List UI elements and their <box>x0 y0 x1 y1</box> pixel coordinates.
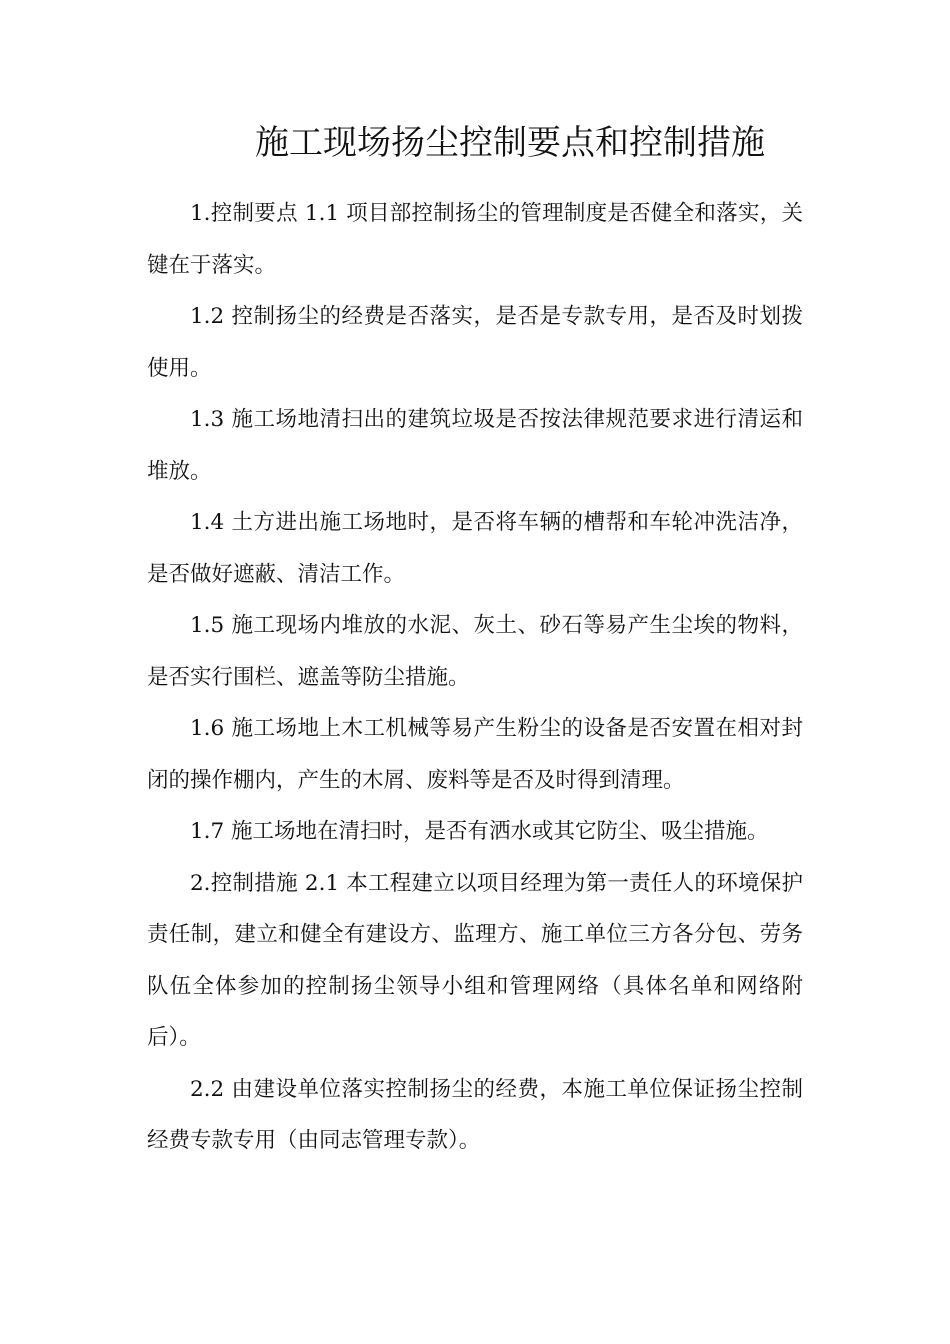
paragraph-1-2: 1.2 控制扬尘的经费是否落实，是否是专款专用，是否及时划拨使用。 <box>147 304 803 381</box>
paragraph-1-7: 1.7 施工场地在清扫时，是否有洒水或其它防尘、吸尘措施。 <box>190 819 769 844</box>
document-title: 施工现场扬尘控制要点和控制措施 <box>255 123 765 163</box>
paragraph-1-4: 1.4 土方进出施工场地时，是否将车辆的槽帮和车轮冲洗洁净，是否做好遮蔽、清洁工作。 <box>147 510 803 587</box>
paragraph-2-2: 2.2 由建设单位落实控制扬尘的经费，本施工单位保证扬尘控制经费专款专用（由同志管理专款）。 <box>147 1076 803 1153</box>
document-body <box>147 188 803 1167</box>
paragraph-1-3: 1.3 施工场地清扫出的建筑垃圾是否按法律规范要求进行清运和堆放。 <box>147 407 803 484</box>
paragraph-1-1: 1.控制要点 1.1 项目部控制扬尘的管理制度是否健全和落实，关键在于落实。 <box>147 201 803 278</box>
paragraph-1-6: 1.6 施工场地上木工机械等易产生粉尘的设备是否安置在相对封闭的操作棚内，产生的木屑、废料等是否及时得到清理。 <box>147 716 803 793</box>
paragraph-1-5: 1.5 施工现场内堆放的水泥、灰土、砂石等易产生尘埃的物料，是否实行围栏、遮盖等防尘措施。 <box>147 613 803 690</box>
paragraph-2-1: 2.控制措施 2.1 本工程建立以项目经理为第一责任人的环境保护责任制，建立和健全有建设方、监理方、施工单位三方各分包、劳务队伍全体参加的控制扬尘领导小组和管理网络（具体名单和网络附后）。 <box>147 870 803 1050</box>
